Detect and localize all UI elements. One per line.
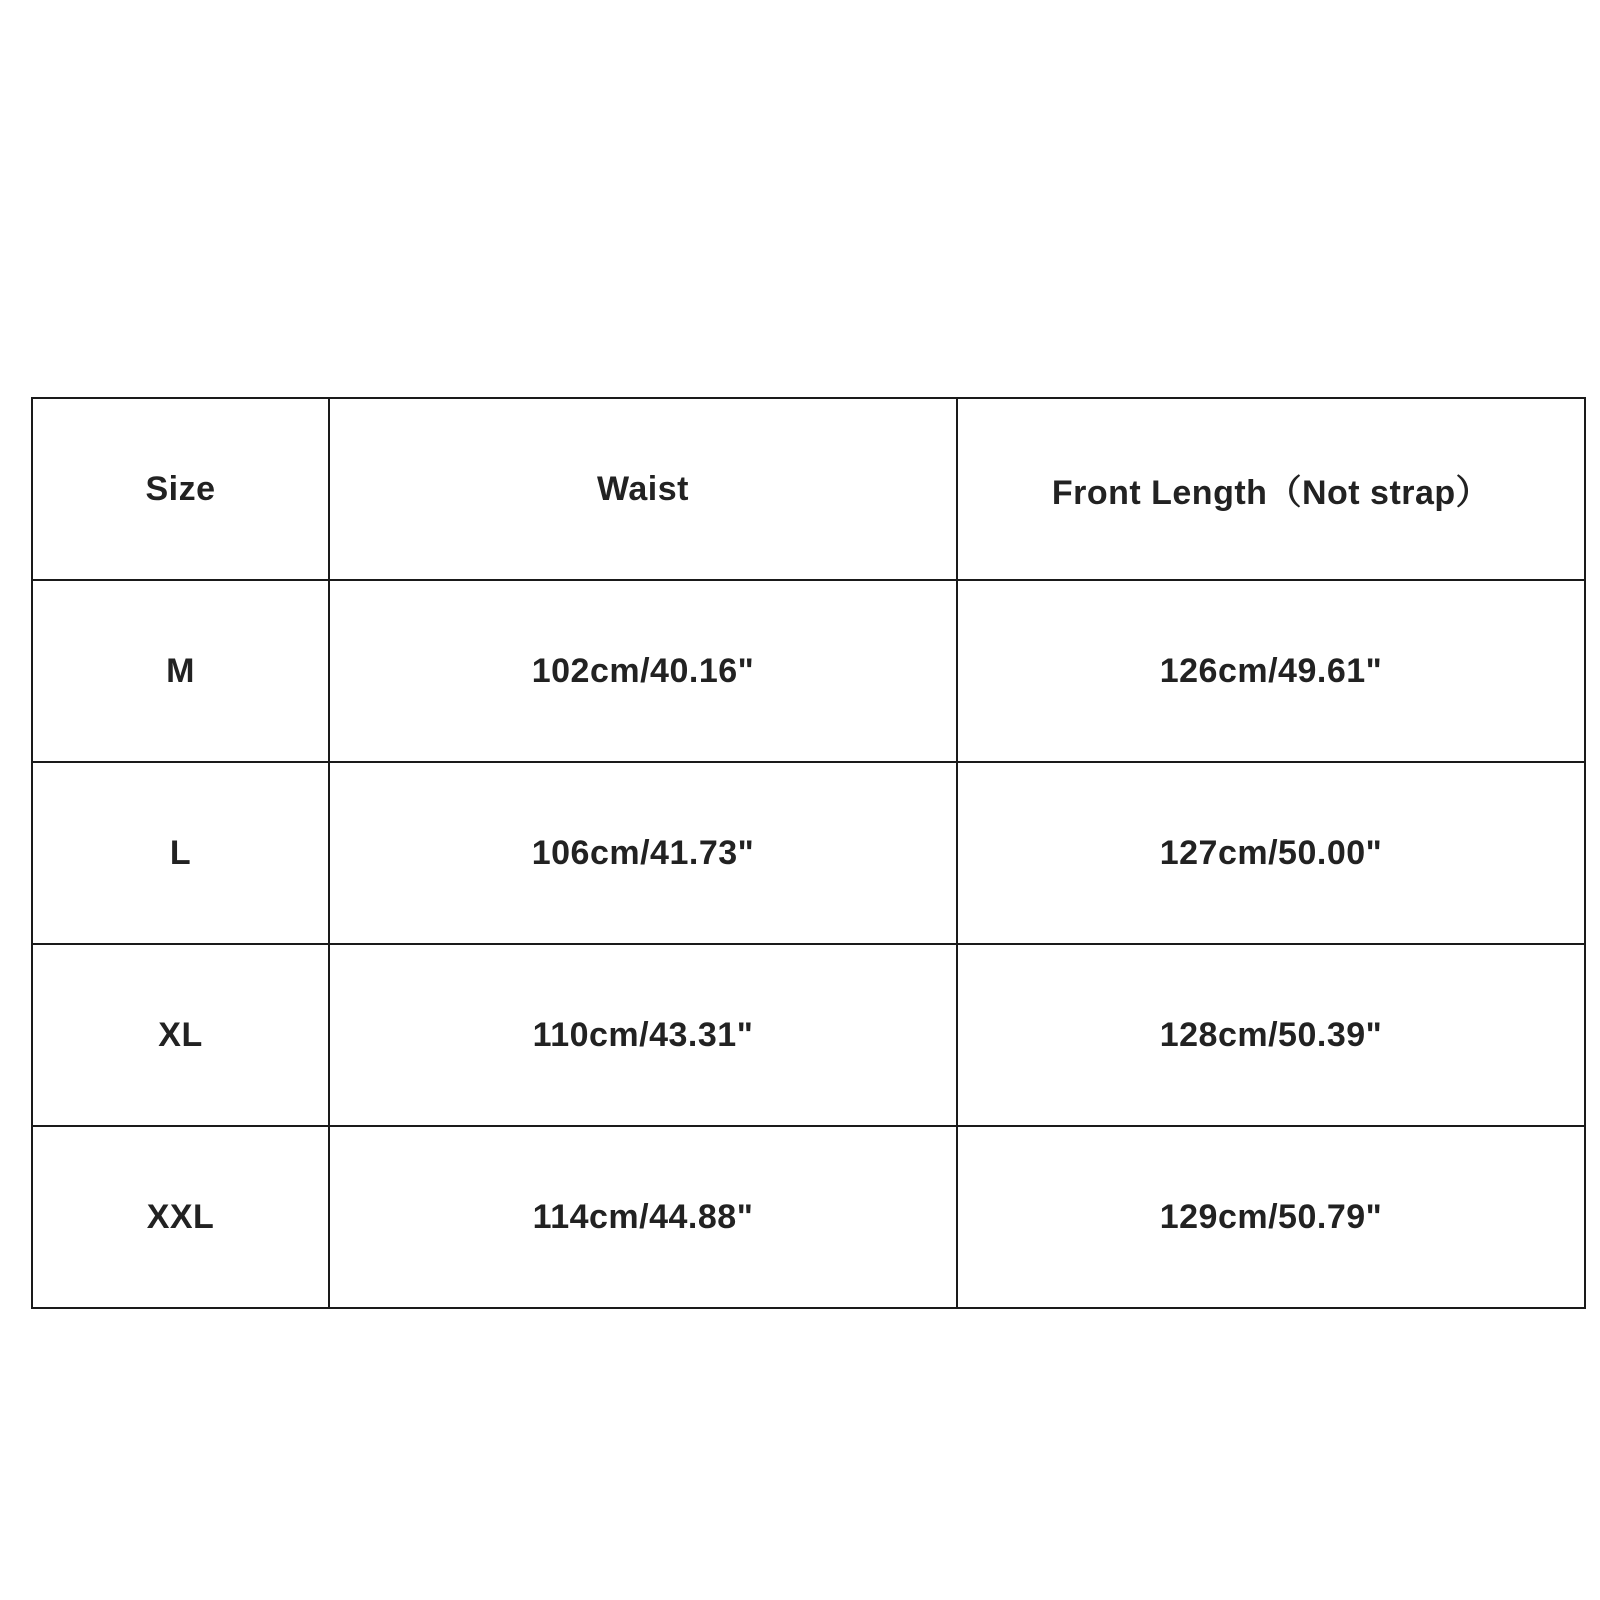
cell-waist: 114cm/44.88" bbox=[329, 1126, 957, 1308]
cell-size: XXL bbox=[32, 1126, 329, 1308]
table-row bbox=[32, 762, 1585, 944]
table-row bbox=[32, 1126, 1585, 1308]
cell-size: XL bbox=[32, 944, 329, 1126]
table-header-row bbox=[32, 398, 1585, 580]
cell-front-length: 126cm/49.61" bbox=[957, 580, 1585, 762]
header-front-length: Front Length（Not strap） bbox=[957, 398, 1585, 580]
cell-waist: 106cm/41.73" bbox=[329, 762, 957, 944]
cell-size: L bbox=[32, 762, 329, 944]
size-chart-table bbox=[31, 397, 1586, 1309]
cell-front-length: 129cm/50.79" bbox=[957, 1126, 1585, 1308]
header-waist: Waist bbox=[329, 398, 957, 580]
cell-waist: 110cm/43.31" bbox=[329, 944, 957, 1126]
cell-front-length: 128cm/50.39" bbox=[957, 944, 1585, 1126]
cell-waist: 102cm/40.16" bbox=[329, 580, 957, 762]
cell-front-length: 127cm/50.00" bbox=[957, 762, 1585, 944]
table-row bbox=[32, 944, 1585, 1126]
header-size: Size bbox=[32, 398, 329, 580]
table-row bbox=[32, 580, 1585, 762]
cell-size: M bbox=[32, 580, 329, 762]
